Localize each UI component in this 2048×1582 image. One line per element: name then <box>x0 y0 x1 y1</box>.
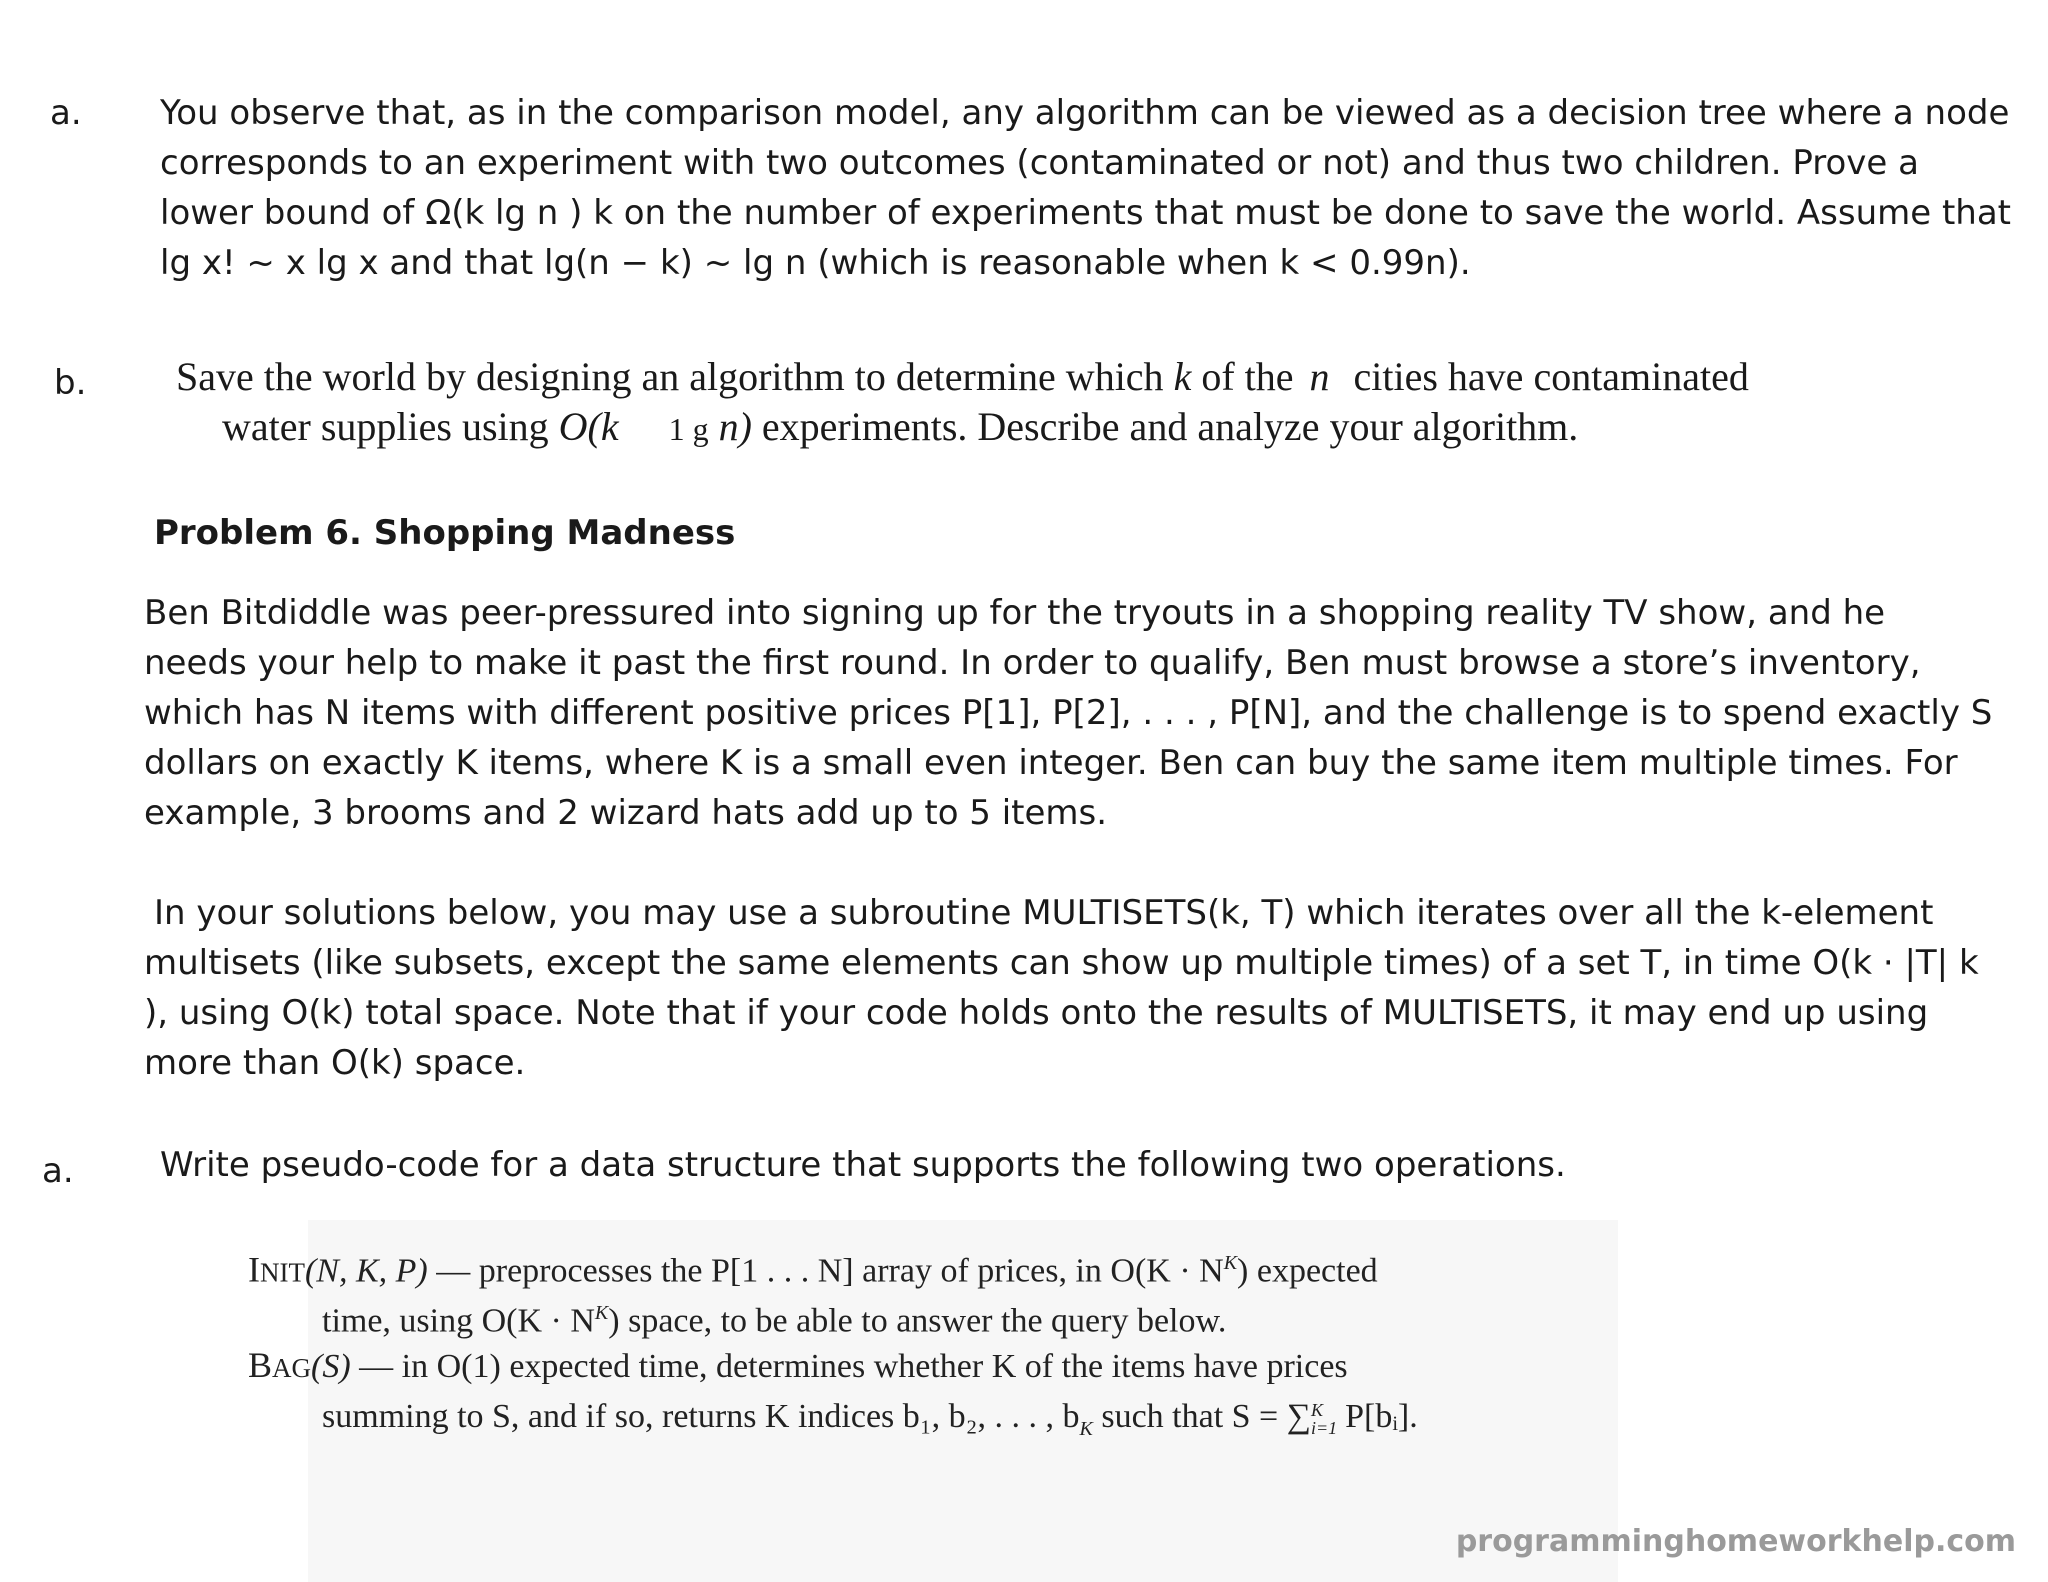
text-line: corresponds to an experiment with two outcomes (contaminated or not) and thus two children. Prove a <box>160 143 1919 183</box>
math-big-o: O(k <box>558 404 619 449</box>
text-span: of the <box>1201 354 1294 399</box>
init-name-first: I <box>248 1249 260 1290</box>
bag-name-rest: AG <box>272 1353 312 1383</box>
bag-args: (S) <box>311 1348 351 1385</box>
part-a2-marker: a. <box>42 1151 74 1191</box>
bag-desc-1: — in O(1) expected time, determines whether K of the items have prices <box>359 1348 1348 1385</box>
problem-heading: Problem 6. Shopping Madness <box>154 513 736 553</box>
sum-top: K <box>1310 1400 1323 1421</box>
init-name-rest: NIT <box>260 1257 305 1288</box>
problem-paragraph-2 <box>144 888 2034 1088</box>
init-sup-2: K <box>594 1302 609 1324</box>
problem-paragraph-1 <box>144 588 2034 838</box>
text-line: more than O(k) space. <box>144 1043 526 1083</box>
math-n-paren: n) <box>718 404 752 449</box>
part-b-line1 <box>176 352 1976 402</box>
math-n: n <box>1309 354 1330 399</box>
bag-sub-k: K <box>1079 1417 1093 1440</box>
text-span: Save the world by designing an algorithm to determine which <box>176 354 1164 399</box>
bag-line-1 <box>248 1340 1348 1393</box>
bag-name-first: B <box>248 1345 273 1385</box>
text-line: lg x! ~ x lg x and that lg(n − k) ~ lg n (which is reasonable when k < 0.99n). <box>160 243 1471 283</box>
text-line: ), using O(k) total space. Note that if your code holds onto the results of MULTISETS, it may end up using <box>144 993 1929 1033</box>
text-line: Ben Bitdiddle was peer-pressured into signing up for the tryouts in a shopping reality TV show, and he <box>144 593 1886 633</box>
init-args: (N, K, P) <box>304 1252 428 1290</box>
init-desc-2a: time, using O(K · N <box>322 1302 595 1340</box>
init-desc-2b: ) space, to be able to answer the query below. <box>608 1302 1227 1340</box>
part-b-marker: b. <box>54 363 87 403</box>
text-line: lower bound of Ω(k lg n ) k on the number of experiments that must be done to save the world. Assume that <box>160 193 2012 233</box>
init-sup: K <box>1223 1252 1238 1274</box>
part-b-line2 <box>222 402 1972 454</box>
bag-desc-2c: P[bᵢ]. <box>1345 1398 1418 1435</box>
init-desc-end: ) expected <box>1237 1252 1378 1290</box>
text-span: experiments. Describe and analyze your algorithm. <box>761 404 1579 449</box>
text-line: needs your help to make it past the first round. In order to qualify, Ben must browse a store’s inventory, <box>144 643 1921 683</box>
text-line: multisets (like subsets, except the same elements can show up multiple times) of a set T, in time O(k · |T| k <box>144 943 1979 983</box>
text-line: In your solutions below, you may use a subroutine MULTISETS(k, T) which iterates over all the k-element <box>154 893 1934 933</box>
text-line: example, 3 brooms and 2 wizard hats add up to 5 items. <box>144 793 1108 833</box>
math-lg: 1 g <box>668 411 709 447</box>
part-a-text <box>160 88 2040 288</box>
sum-limits <box>1311 1401 1337 1437</box>
footer-watermark: programminghomeworkhelp.com <box>1455 1524 2016 1559</box>
part-a2-text: Write pseudo-code for a data structure that supports the following two operations. <box>160 1145 1566 1185</box>
bag-desc-2: summing to S, and if so, returns K indices b₁, b₂, . . . , b <box>322 1398 1080 1435</box>
sum-bottom: i=1 <box>1310 1418 1338 1439</box>
bag-line-2 <box>322 1392 1418 1454</box>
text-span: cities have contaminated <box>1353 354 1749 399</box>
math-k: k <box>1173 354 1192 399</box>
bag-desc-2b: such that S = ∑ <box>1101 1398 1311 1435</box>
text-span: water supplies using <box>222 404 549 449</box>
init-line-2 <box>322 1288 1226 1346</box>
text-line: dollars on exactly K items, where K is a small even integer. Ben can buy the same item multiple times. For <box>144 743 1958 783</box>
init-desc: — preprocesses the P[1 . . . N] array of prices, in O(K · N <box>436 1252 1224 1290</box>
part-a-marker: a. <box>50 93 82 133</box>
text-line: which has N items with different positive prices P[1], P[2], . . . , P[N], and the challenge is to spend exactly S <box>144 693 1993 733</box>
text-line: You observe that, as in the comparison model, any algorithm can be viewed as a decision tree where a node <box>160 93 2010 133</box>
